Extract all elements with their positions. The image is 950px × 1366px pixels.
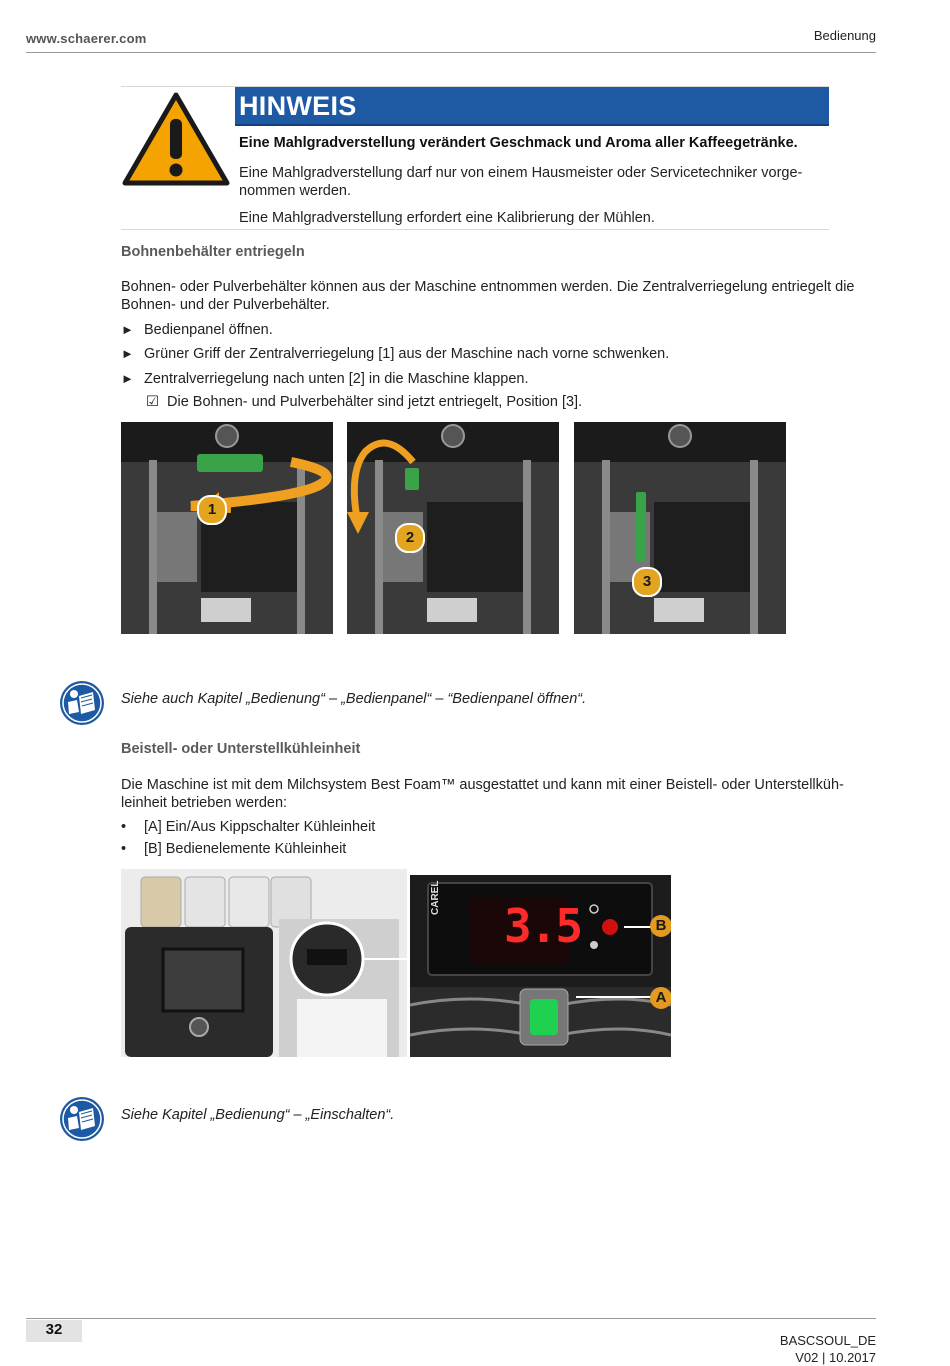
section-heading-bean-container: Bohnenbehälter entriegeln [121,244,305,260]
header-section: Bedienung [813,28,876,43]
bullet-b: • [B] Bedienelemente Kühleinheit [121,841,347,857]
notice-paragraph-2: Eine Mahlgradverstellung erfordert eine Kalibrierung der Mühlen. [239,210,655,226]
photo-machine-with-cooler [121,869,407,1057]
reference-note-1: Siehe auch Kapitel „Bedienung“ – „Bedienpanel“ – “Bedienpanel öffnen“. [121,691,587,707]
photo-callout-2: 2 [395,523,425,553]
photo-unlock-step-2 [347,422,559,634]
step-1: ► Bedienpanel öffnen. [121,322,273,338]
reference-note-2: Siehe Kapitel „Bedienung“ – „Einschalten“. [121,1107,395,1123]
callout-a: A [650,987,671,1009]
bullet-a: • [A] Ein/Aus Kippschalter Kühleinheit [121,819,376,835]
photo-unlock-step-1 [121,422,333,634]
step-3: ► Zentralverriegelung nach unten [2] in die Maschine klappen. [121,371,529,387]
callout-b: B [650,915,671,937]
photo-callout-1: 1 [197,495,227,525]
footer-divider [26,1318,876,1319]
notice-title: HINWEIS [239,91,357,121]
step-2: ► Grüner Griff der Zentralverriegelung [1] aus der Maschine nach vorne schwenken. [121,346,670,362]
page-number: 32 [45,1321,63,1338]
photo-unlock-step-3 [574,422,786,634]
photo-callout-3: 3 [632,567,662,597]
header-divider [26,52,876,53]
cooler-brand-label: CAREL [430,880,441,915]
cooler-temperature-display: 3.5 [504,899,582,953]
notice-lead: Eine Mahlgradverstellung verändert Geschmack und Aroma aller Kaffeegetränke. [239,135,798,151]
section1-intro: Bohnen- oder Pulverbehälter können aus der Maschine entnommen werden. Die Zentralverriegelung entriegelt die Bohnen- und der Pulverbehälter. [121,279,855,313]
section-heading-cooling-unit: Beistell- oder Unterstellkühleinheit [121,741,361,757]
photo-cooler-controls [410,875,671,1057]
manual-reader-icon [59,1096,105,1142]
section2-intro: Die Maschine ist mit dem Milchsystem Best Foam™ ausgestattet und kann mit einer Beistell- oder Unterstellküh- leinheit betrieben werden: [121,777,844,811]
warning-triangle-icon [121,89,231,189]
step-result: ☑ Die Bohnen- und Pulverbehälter sind jetzt entriegelt, Position [3]. [146,394,583,410]
notice-box [121,86,829,230]
footer-document-id: BASCSOUL_DE [779,1333,876,1348]
notice-paragraph-1: Eine Mahlgradverstellung darf nur von einem Hausmeister oder Servicetechniker vorge- nommen werden. [239,165,803,199]
header-website: www.schaerer.com [26,31,147,46]
notice-title-bar [235,87,829,126]
footer-version: V02 | 10.2017 [795,1350,876,1365]
manual-reader-icon [59,680,105,726]
